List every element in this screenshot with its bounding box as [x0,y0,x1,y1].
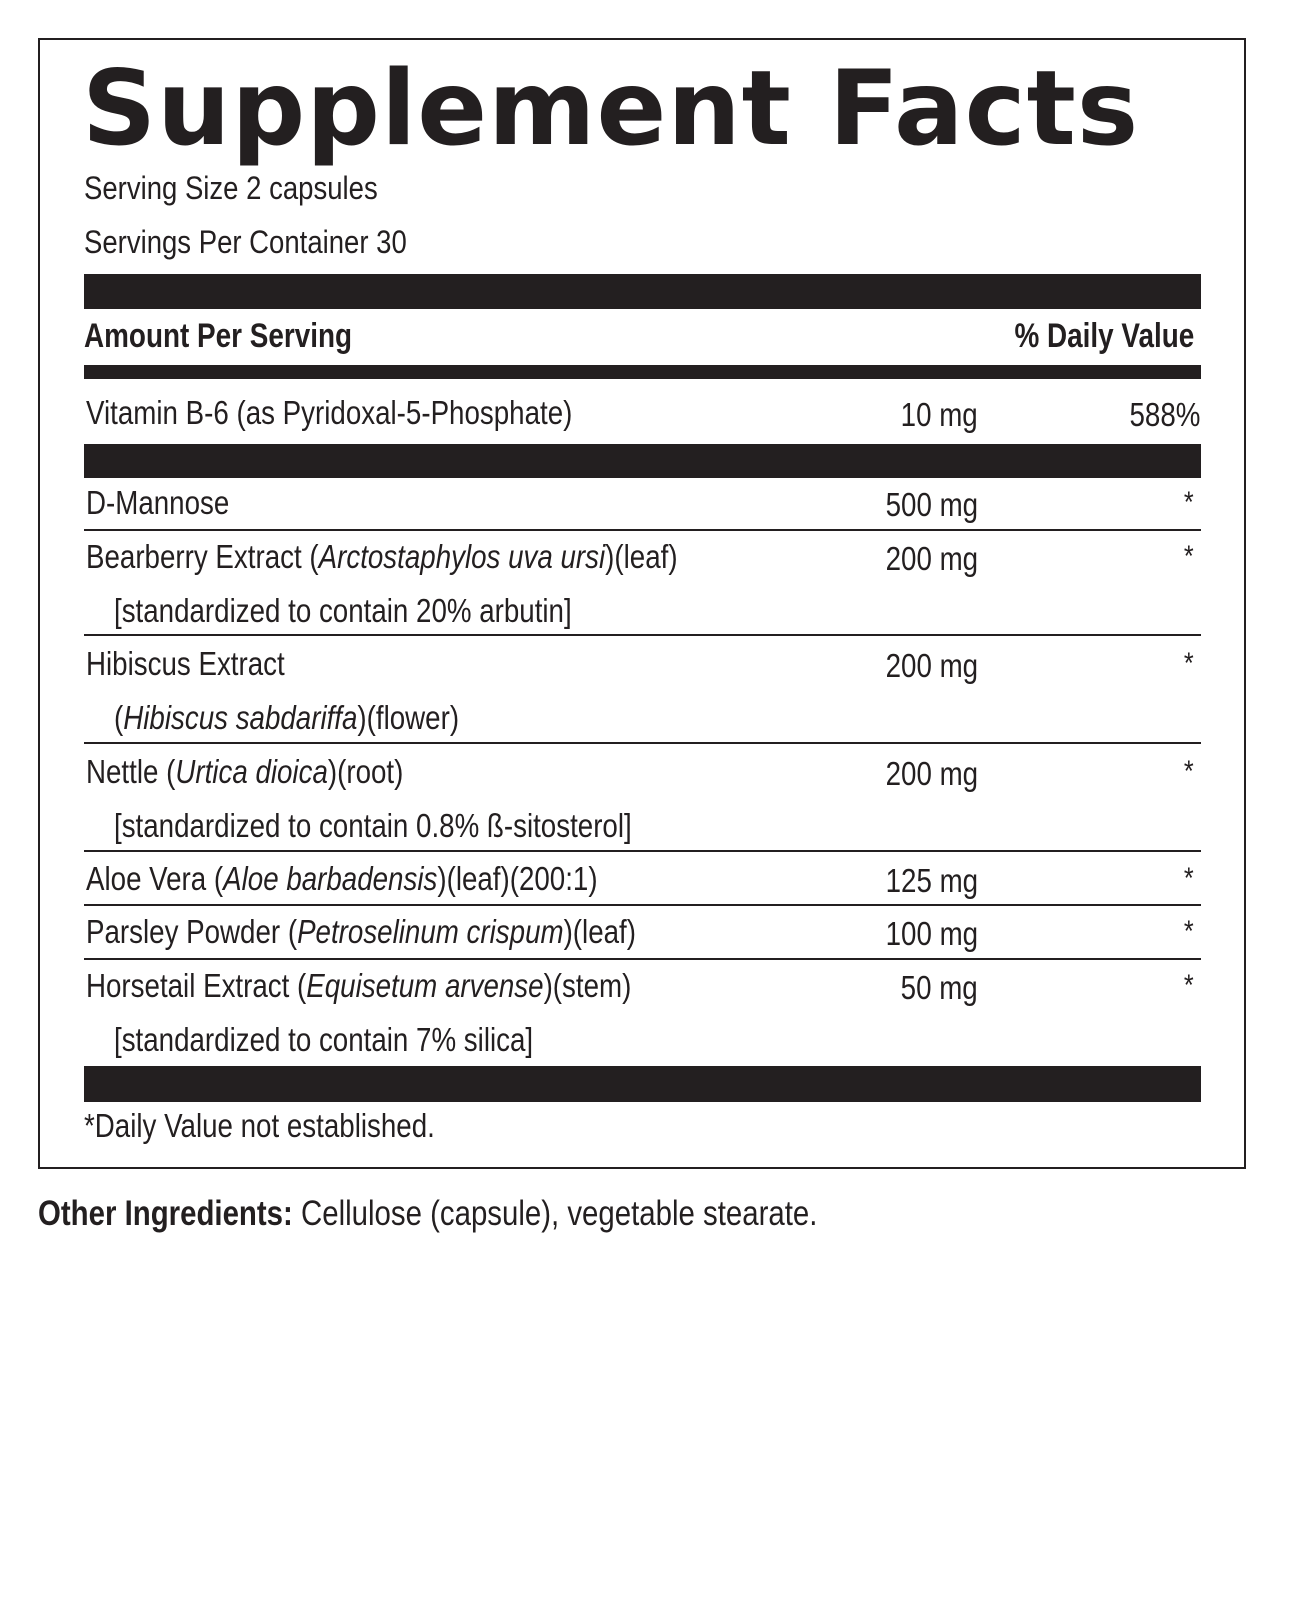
ingredient-note: [standardized to contain 0.8% ß-sitosterol] [114,807,632,844]
row-divider [84,904,1201,906]
ingredient-amount: 200 mg [885,647,978,684]
latin-name: Urtica dioica [175,753,328,790]
ingredient-note: [standardized to contain 7% silica] [114,1021,534,1058]
ingredient-daily-value: * [1184,755,1194,788]
row-divider [84,742,1201,744]
thick-divider [84,274,1201,309]
panel-title: Supplement Facts [82,49,1140,169]
row-divider [84,634,1201,636]
ingredient-amount: 200 mg [885,755,978,792]
servings-per-container: Servings Per Container 30 [84,224,407,260]
daily-value-footnote: *Daily Value not established. [84,1107,435,1144]
ingredient-note: (Hibiscus sabdariffa)(flower) [114,699,460,736]
daily-value-header: % Daily Value [1014,317,1194,355]
thick-divider [84,1066,1201,1102]
ingredient-daily-value: * [1184,486,1194,519]
thick-divider [84,444,1201,478]
amount-per-serving-header: Amount Per Serving [84,317,353,355]
latin-name: Aloe barbadensis [223,860,438,897]
ingredient-amount: 125 mg [885,862,978,899]
row-divider [84,958,1201,960]
latin-name: Arctostaphylos uva ursi [318,538,606,575]
ingredient-name: Bearberry Extract (Arctostaphylos uva ursi)(leaf) [86,538,678,575]
row-divider [84,529,1201,531]
row-divider [84,850,1201,852]
supplement-facts-panel [38,38,1246,1169]
other-ingredients-label: Other Ingredients: [38,1194,293,1233]
ingredient-name: Parsley Powder (Petroselinum crispum)(leaf) [86,913,636,950]
ingredient-name: Hibiscus Extract [86,645,285,682]
vitamin-b6-name: Vitamin B-6 (as Pyridoxal-5-Phosphate) [86,394,573,431]
vitamin-b6-amount: 10 mg [900,396,978,433]
other-ingredients [38,1193,817,1235]
ingredient-daily-value: * [1184,862,1194,895]
latin-name: Hibiscus sabdariffa [123,699,358,736]
ingredient-name: Horsetail Extract (Equisetum arvense)(stem) [86,967,632,1004]
ingredient-name: Nettle (Urtica dioica)(root) [86,753,404,790]
ingredient-daily-value: * [1184,915,1194,948]
vitamin-b6-daily-value: 588% [1129,396,1200,433]
latin-name: Equisetum arvense [306,967,544,1004]
ingredient-name: Aloe Vera (Aloe barbadensis)(leaf)(200:1) [86,860,598,897]
latin-name: Petroselinum crispum [297,913,564,950]
medium-divider [84,365,1201,379]
serving-size: Serving Size 2 capsules [84,170,378,206]
other-ingredients-text: Cellulose (capsule), vegetable stearate. [292,1194,818,1233]
ingredient-daily-value: * [1184,969,1194,1002]
ingredient-daily-value: * [1184,540,1194,573]
ingredient-amount: 100 mg [885,915,978,952]
ingredient-amount: 200 mg [885,540,978,577]
ingredient-name: D-Mannose [86,484,230,521]
ingredient-amount: 50 mg [900,969,978,1006]
ingredient-note: [standardized to contain 20% arbutin] [114,592,572,629]
ingredient-daily-value: * [1184,647,1194,680]
ingredient-amount: 500 mg [885,486,978,523]
